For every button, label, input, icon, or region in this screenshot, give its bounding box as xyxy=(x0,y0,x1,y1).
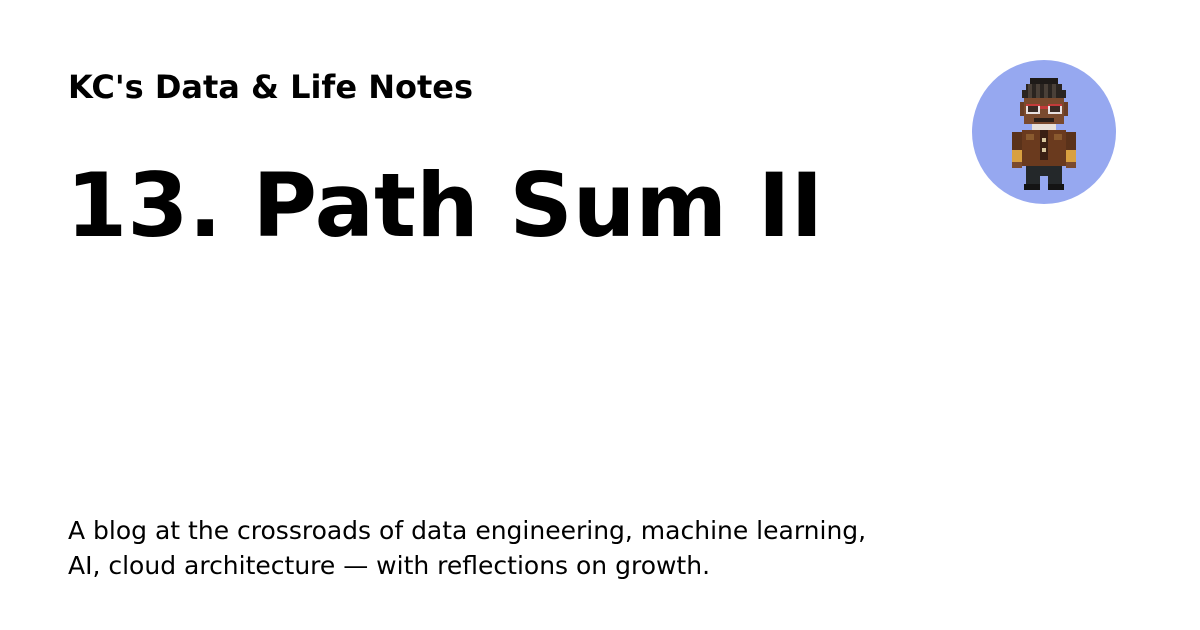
site-description xyxy=(68,513,888,583)
description-line-2: AI, cloud architecture — with reflections on growth. xyxy=(68,551,711,580)
avatar xyxy=(972,60,1116,204)
description-line-1: A blog at the crossroads of data engineering, machine learning, xyxy=(68,516,867,545)
pixel-avatar-icon xyxy=(972,60,1116,204)
site-name: KC's Data & Life Notes xyxy=(68,68,473,106)
post-title: 13. Path Sum II xyxy=(66,154,824,257)
